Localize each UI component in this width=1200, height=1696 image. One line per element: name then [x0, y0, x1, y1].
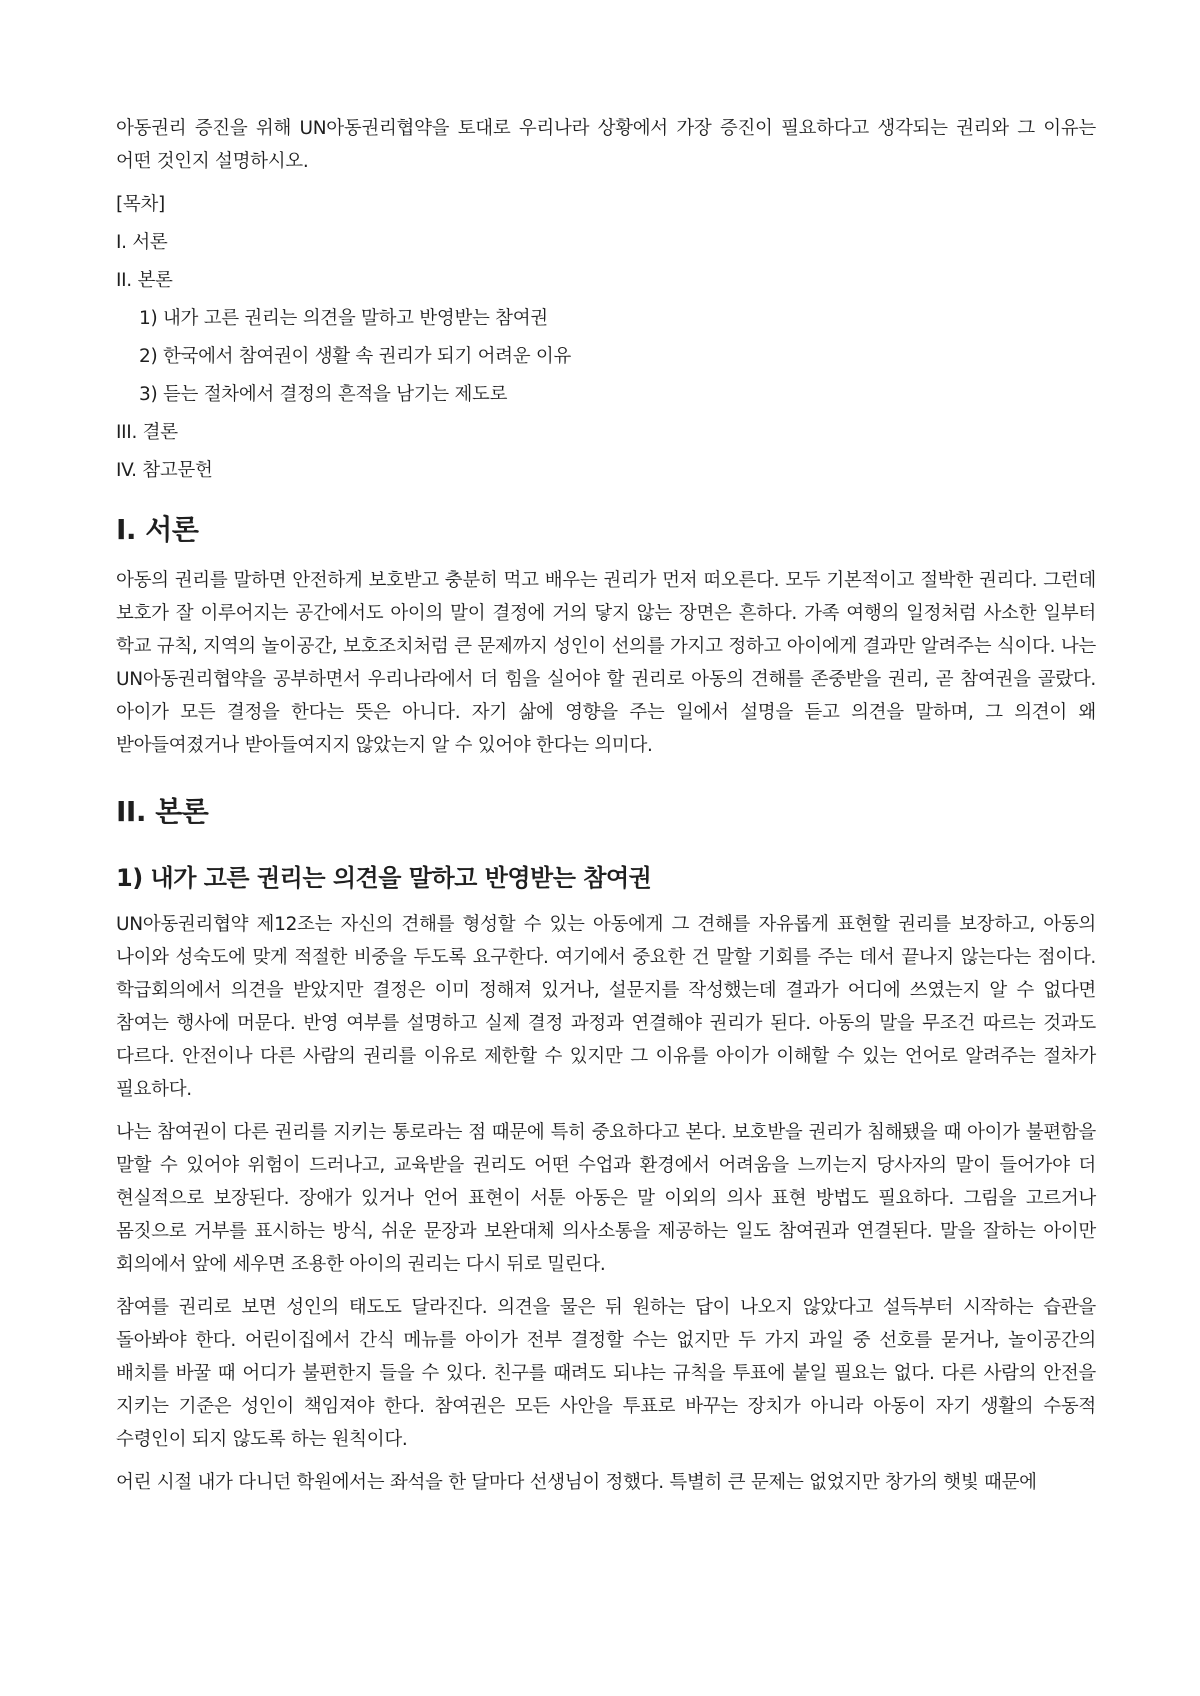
section1-paragraph: 나는 참여권이 다른 권리를 지키는 통로라는 점 때문에 특히 중요하다고 본다. 보호받을 권리가 침해됐을 때 아이가 불편함을 말할 수 있어야 위험이 드러나고, 교육받을 권리도 어떤 수업과 환경에서 어려움을 느끼는지 당사자의 말이 들어가야 더 현실적으로 보장된다. 장애가 있거나 언어 표현이 서툰 아동은 말 이외의 의사 표현 방법도 필요하다. 그림을 고르거나 몸짓으로 거부를 표시하는 방식, 쉬운 문장과 보완대체 의사소통을 제공하는 일도 참여권과 연결된다. 말을 잘하는 아이만 회의에서 앞에 세우면 조용한 아이의 권리는 다시 뒤로 밀린다.: [116, 1122, 1097, 1275]
section1-paragraph: 어린 시절 내가 다니던 학원에서는 좌석을 한 달마다 선생님이 정했다. 특별히 큰 문제는 없었지만 창가의 햇빛 때문에: [116, 1472, 1037, 1493]
body-heading: II. 본론: [116, 795, 209, 828]
section1-paragraph: 참여를 권리로 보면 성인의 태도도 달라진다. 의견을 물은 뒤 원하는 답이 나오지 않았다고 설득부터 시작하는 습관을 돌아봐야 한다. 어린이집에서 간식 메뉴를 아이가 전부 결정할 수는 없지만 두 가지 과일 중 선호를 묻거나, 놀이공간의 배치를 바꿀 때 어디가 불편한지 들을 수 있다. 친구를 때려도 되냐는 규칙을 투표에 붙일 필요는 없다. 다른 사람의 안전을 지키는 기준은 성인이 책임져야 한다. 참여권은 모든 사안을 투표로 바꾸는 장치가 아니라 아동이 자기 생활의 수동적 수령인이 되지 않도록 하는 원칙이다.: [116, 1297, 1096, 1450]
section1-heading: 1) 내가 고른 권리는 의견을 말하고 반영받는 참여권: [116, 864, 652, 892]
toc-item: 1) 내가 고른 권리는 의견을 말하고 반영받는 참여권: [139, 308, 548, 329]
intro-paragraph: 아동의 권리를 말하면 안전하게 보호받고 충분히 먹고 배우는 권리가 먼저 떠오른다. 모두 기본적이고 절박한 권리다. 그런데 보호가 잘 이루어지는 공간에서도 아이의 말이 결정에 거의 닿지 않는 장면은 흔하다. 가족 여행의 일정처럼 사소한 일부터 학교 규칙, 지역의 놀이공간, 보호조치처럼 큰 문제까지 성인이 선의를 가지고 정하고 아이에게 결과만 알려주는 식이다. 나는 UN아동권리협약을 공부하면서 우리나라에서 더 힘을 실어야 할 권리로 아동의 견해를 존중받을 권리, 곧 참여권을 골랐다. 아이가 모든 결정을 한다는 뜻은 아니다. 자기 삶에 영향을 주는 일에서 설명을 듣고 의견을 말하며, 그 의견이 왜 받아들여졌거나 받아들여지지 않았는지 알 수 있어야 한다는 의미다.: [116, 570, 1096, 756]
assignment-question: 아동권리 증진을 위해 UN아동권리협약을 토대로 우리나라 상황에서 가장 증진이 필요하다고 생각되는 권리와 그 이유는 어떤 것인지 설명하시오.: [116, 118, 1096, 172]
toc-heading: [목차]: [116, 194, 165, 215]
toc-item: III. 결론: [116, 422, 178, 443]
toc-item: 3) 듣는 절차에서 결정의 흔적을 남기는 제도로: [139, 384, 508, 405]
table-of-contents: [116, 192, 1096, 484]
toc-item: 2) 한국에서 참여권이 생활 속 권리가 되기 어려운 이유: [139, 346, 572, 367]
toc-item: I. 서론: [116, 232, 168, 253]
intro-heading: I. 서론: [116, 513, 199, 546]
toc-item: IV. 참고문헌: [116, 460, 213, 481]
toc-item: II. 본론: [116, 270, 173, 291]
section1-paragraph: UN아동권리협약 제12조는 자신의 견해를 형성할 수 있는 아동에게 그 견해를 자유롭게 표현할 권리를 보장하고, 아동의 나이와 성숙도에 맞게 적절한 비중을 두도록 요구한다. 여기에서 중요한 건 말할 기회를 주는 데서 끝나지 않는다는 점이다. 학급회의에서 의견을 받았지만 결정은 이미 정해져 있거나, 설문지를 작성했는데 결과가 어디에 쓰였는지 알 수 없다면 참여는 행사에 머문다. 반영 여부를 설명하고 실제 결정 과정과 연결해야 권리가 된다. 아동의 말을 무조건 따르는 것과도 다르다. 안전이나 다른 사람의 권리를 이유로 제한할 수 있지만 그 이유를 아이가 이해할 수 있는 언어로 알려주는 절차가 필요하다.: [116, 914, 1096, 1100]
